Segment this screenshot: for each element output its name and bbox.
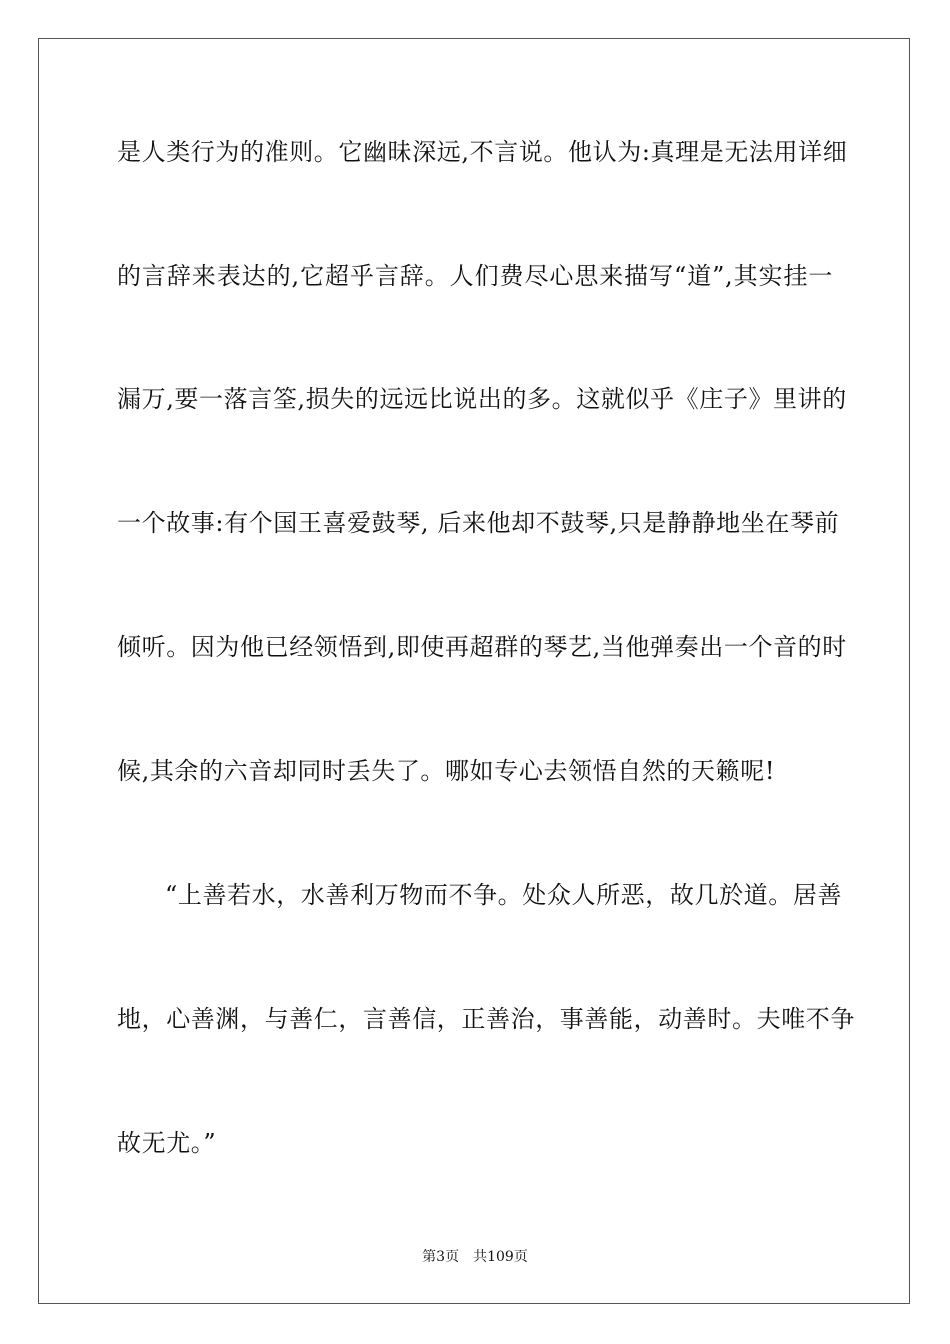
body-text-line: 候,其余的六音却同时丢失了。哪如专心去领悟自然的天籁呢! xyxy=(117,757,776,785)
body-text-line: 一个故事:有个国王喜爱鼓琴, 后来他却不鼓琴,只是静静地坐在琴前 xyxy=(117,509,840,537)
total-pages: 共109页 xyxy=(473,1249,528,1265)
body-text-line: 的言辞来表达的,它超乎言辞。人们费尽心思来描写“道”,其实挂一 xyxy=(117,262,833,290)
body-text-line: 是人类行为的准则。它幽昧深远,不言说。他认为:真理是无法用详细 xyxy=(117,138,848,166)
body-text-line: 漏万,要一落言筌,损失的远远比说出的多。这就似乎《庄子》里讲的 xyxy=(117,385,847,413)
page-number: 第3页 xyxy=(422,1249,460,1265)
quote-text-line: 地，心善渊，与善仁，言善信，正善治，事善能，动善时。夫唯不争 xyxy=(117,1005,855,1033)
quote-text-line: “上善若水，水善利万物而不争。处众人所恶，故几於道。居善 xyxy=(165,881,843,909)
quote-text-line: 故无尤。” xyxy=(117,1129,217,1157)
body-text-line: 倾听。因为他已经领悟到,即使再超群的琴艺,当他弹奏出一个音的时 xyxy=(117,633,847,661)
page-border xyxy=(38,38,910,1304)
page-footer xyxy=(0,1248,950,1266)
